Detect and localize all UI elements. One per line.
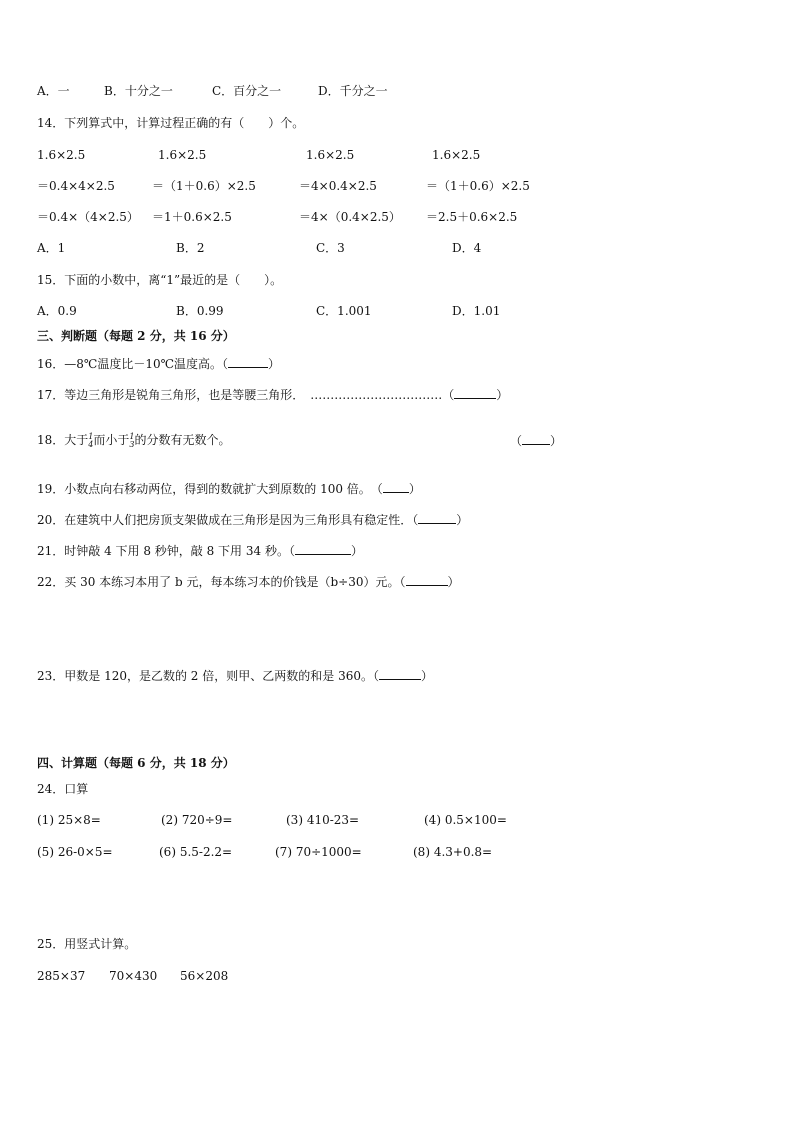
q14-option-d: D．4 [452, 241, 482, 255]
q23-text: 23．甲数是 120，是乙数的 2 倍，则甲、乙两数的和是 360。（ [37, 669, 379, 683]
q14-option-a: A．1 [37, 241, 66, 255]
q13-option-b: B．十分之一 [104, 84, 173, 98]
q16 [37, 355, 280, 372]
q22-answer-blank[interactable] [406, 573, 448, 586]
q18-frac1-numerator: 1 [88, 431, 94, 441]
q18-text-mid: 而小于 [93, 433, 130, 447]
q25-label: 25．用竖式计算。 [37, 937, 137, 951]
q24-item-2: (2) 720÷9= [161, 813, 233, 827]
q21-close-paren: ） [350, 544, 363, 558]
q23 [37, 667, 433, 684]
q13-option-c: C．百分之一 [212, 84, 282, 98]
q14-col2-line2: ＝（1＋0.6）×2.5 [152, 179, 256, 193]
q18-text-post: 的分数有无数个。 [134, 433, 231, 447]
q22-close-paren: ） [447, 575, 460, 589]
q20-close-paren: ） [456, 513, 469, 527]
q14-col2-line3: ＝1＋0.6×2.5 [152, 210, 232, 224]
q15-option-c: C．1.001 [316, 304, 372, 318]
q21-answer-blank[interactable] [295, 542, 351, 555]
q24-item-7: (7) 70÷1000= [275, 845, 362, 859]
q18-frac1-denominator: 4 [88, 439, 94, 449]
q25-item-3: 56×208 [180, 969, 229, 983]
q16-close-paren: ） [268, 357, 281, 371]
q24-item-4: (4) 0.5×100= [424, 813, 507, 827]
q14-col1-line2: ＝0.4×4×2.5 [37, 179, 115, 193]
q20-text: 20．在建筑中人们把房顶支架做成在三角形是因为三角形具有稳定性．（ [37, 513, 419, 527]
q24-item-8: (8) 4.3+0.8= [413, 845, 493, 859]
q17 [37, 386, 508, 403]
q24-item-5: (5) 26-0×5= [37, 845, 113, 859]
q14-col2-line1: 1.6×2.5 [158, 148, 207, 162]
q23-answer-blank[interactable] [379, 667, 421, 680]
q14-col4-line2: ＝（1＋0.6）×2.5 [426, 179, 530, 193]
q15-option-b: B．0.99 [176, 304, 224, 318]
q18 [37, 432, 231, 449]
q24-item-6: (6) 5.5-2.2= [159, 845, 233, 859]
q18-answer-blank[interactable] [522, 432, 550, 445]
q25-item-2: 70×430 [109, 969, 158, 983]
q22 [37, 573, 460, 590]
q14-col1-line1: 1.6×2.5 [37, 148, 86, 162]
section3-title: 三、判断题（每题 2 分，共 16 分） [37, 329, 235, 343]
q16-text: 16．—8℃温度比－10℃温度高。（ [37, 357, 229, 371]
q24-item-1: (1) 25×8= [37, 813, 101, 827]
q18-answer [510, 432, 562, 449]
q19-close-paren: ） [408, 482, 421, 496]
q18-text-pre: 18．大于 [37, 433, 89, 447]
q18-frac2-numerator: 1 [129, 431, 135, 441]
q17-text: 17．等边三角形是锐角三角形，也是等腰三角形． ……………………………（ [37, 388, 455, 402]
q19-answer-blank[interactable] [383, 480, 409, 493]
q18-close-paren: ） [550, 434, 563, 448]
q14-col1-line3: ＝0.4×（4×2.5） [37, 210, 139, 224]
q18-frac2-denominator: 3 [129, 439, 135, 449]
q14-option-b: B．2 [176, 241, 205, 255]
q14-col3-line3: ＝4×（0.4×2.5） [299, 210, 401, 224]
q14-col3-line1: 1.6×2.5 [306, 148, 355, 162]
q15-option-d: D．1.01 [452, 304, 501, 318]
q14-col4-line3: ＝2.5＋0.6×2.5 [426, 210, 518, 224]
q14-col3-line2: ＝4×0.4×2.5 [299, 179, 377, 193]
q13-option-a: A．一 [37, 84, 70, 98]
q19 [37, 480, 421, 497]
q16-answer-blank[interactable] [228, 355, 268, 368]
q24-item-3: (3) 410-23= [286, 813, 360, 827]
q14-stem: 14．下列算式中，计算过程正确的有（ ）个。 [37, 116, 305, 130]
q18-open-paren: （ [510, 434, 523, 448]
q15-option-a: A．0.9 [37, 304, 77, 318]
q17-close-paren: ） [496, 388, 509, 402]
q15-stem: 15．下面的小数中，离“1”最近的是（ ）。 [37, 273, 283, 287]
q21-text: 21．时钟敲 4 下用 8 秒钟，敲 8 下用 34 秒。（ [37, 544, 295, 558]
q20 [37, 511, 468, 528]
q21 [37, 542, 363, 559]
q24-label: 24．口算 [37, 782, 89, 796]
q25-item-1: 285×37 [37, 969, 86, 983]
q23-close-paren: ） [420, 669, 433, 683]
q17-answer-blank[interactable] [454, 386, 496, 399]
q19-text: 19．小数点向右移动两位，得到的数就扩大到原数的 100 倍。 （ [37, 482, 383, 496]
q14-col4-line1: 1.6×2.5 [432, 148, 481, 162]
q13-option-d: D．千分之一 [318, 84, 388, 98]
q14-option-c: C．3 [316, 241, 345, 255]
section4-title: 四、计算题（每题 6 分，共 18 分） [37, 756, 235, 770]
q20-answer-blank[interactable] [418, 511, 456, 524]
q22-text: 22．买 30 本练习本用了 b 元，每本练习本的价钱是（b÷30）元。（ [37, 575, 406, 589]
